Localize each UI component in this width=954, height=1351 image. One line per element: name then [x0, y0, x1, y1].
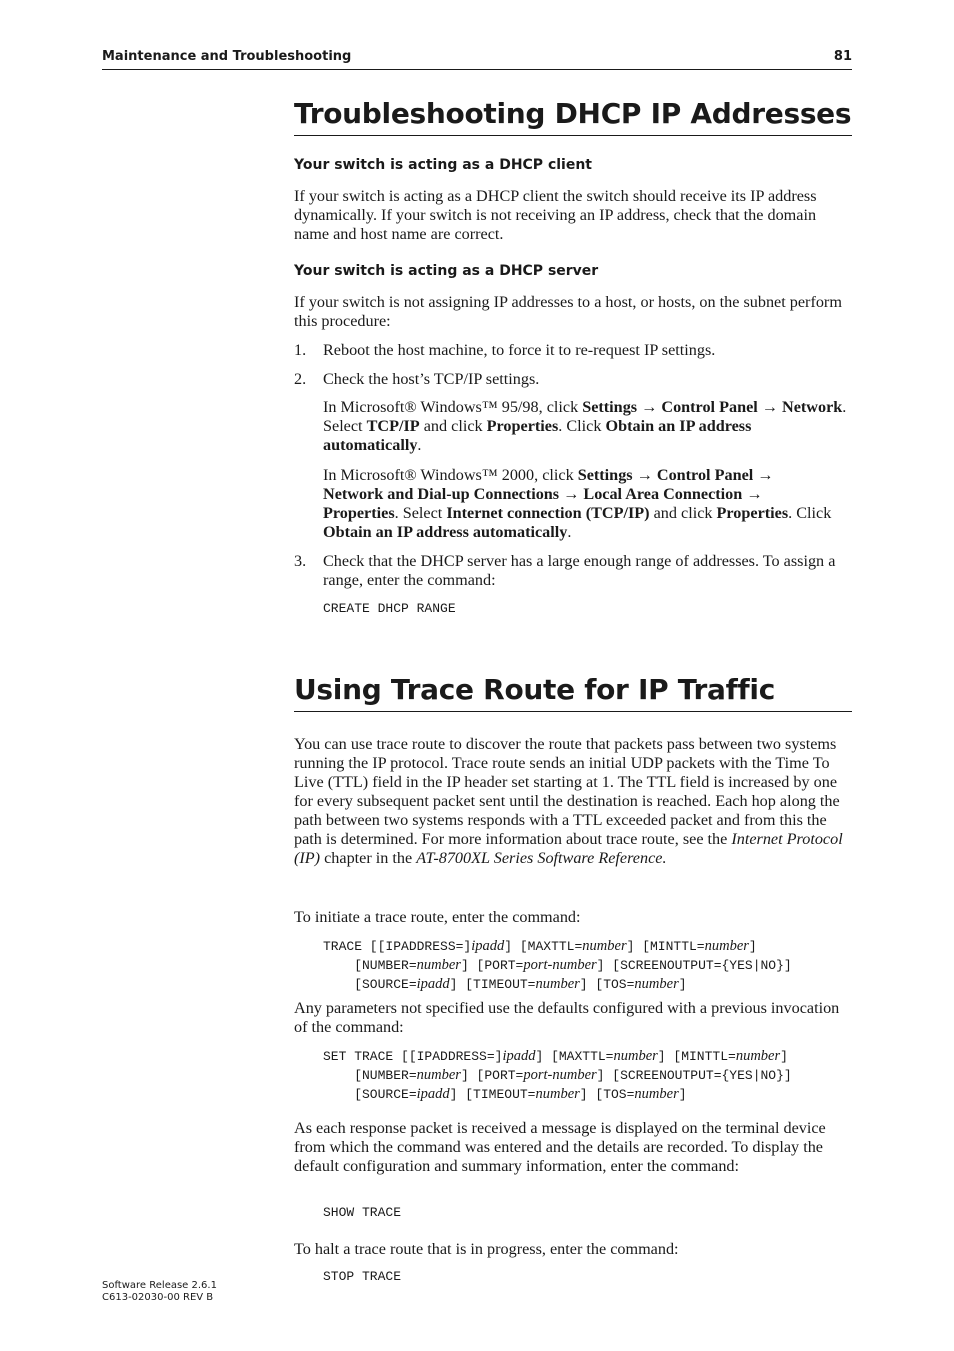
- initiate-trace-paragraph: To initiate a trace route, enter the command:: [294, 908, 581, 926]
- step-text: Check that the DHCP server has a large enough range of addresses. To assign a range, enter the command:: [323, 552, 836, 589]
- software-release: Software Release 2.6.1: [102, 1280, 217, 1291]
- response-paragraph: As each response packet is received a message is displayed on the terminal device from which the command was entered and the details are recorded. To display the default configuration and summary information, enter the command:: [294, 1119, 826, 1175]
- dhcp-server-heading: Your switch is acting as a DHCP server: [294, 263, 599, 279]
- document-id: C613-02030-00 REV B: [102, 1292, 214, 1303]
- step-number: 1.: [294, 341, 307, 359]
- step-number: 3.: [294, 552, 307, 570]
- windows-2000-instructions: In Microsoft® Windows™ 2000, click Settings → Control Panel → Network and Dial-up Connections → Local Area Connection → Properties. Select Internet connection (TCP/IP) and click Properties. Click Obtain an IP address automatically.: [323, 466, 832, 541]
- trace-route-section-heading: Using Trace Route for IP Traffic: [294, 674, 852, 712]
- trace-route-intro: You can use trace route to discover the route that packets pass between two systems running the IP protocol. Trace route sends an initial UDP packets with the Time To Live (TTL) field in the IP header set starting at 1. The TTL field is increased by one for every subsequent packet sent until the destination is reached. Each hop along the path between two systems responds with a TTL exceeded packet and from this the path is determined. For more information about trace route, see the Internet Protocol (IP) chapter in the AT-8700XL Series Software Reference.: [294, 735, 843, 867]
- stop-trace-command: STOP TRACE: [323, 1269, 402, 1284]
- defaults-paragraph: Any parameters not specified use the defaults configured with a previous invocation of the command:: [294, 999, 840, 1036]
- dhcp-client-heading: Your switch is acting as a DHCP client: [294, 157, 592, 173]
- trace-command-syntax: TRACE [[IPADDRESS=]ipadd] [MAXTTL=number] [MINTTL=number] [NUMBER=number] [PORT=port-number] [SCREENOUTPUT={YES|NO}] [SOURCE=ipadd] [TIMEOUT=number] [TOS=number]: [323, 938, 792, 992]
- dhcp-client-paragraph: If your switch is acting as a DHCP client the switch should receive its IP address dynamically. If your switch is not receiving an IP address, check that the domain name and host name are correct.: [294, 187, 817, 243]
- dhcp-server-paragraph: If your switch is not assigning IP addresses to a host, or hosts, on the subnet perform this procedure:: [294, 293, 842, 330]
- page-footer: [102, 1280, 217, 1304]
- halt-trace-paragraph: To halt a trace route that is in progress, enter the command:: [294, 1240, 679, 1258]
- step-number: 2.: [294, 370, 307, 388]
- show-trace-command: SHOW TRACE: [323, 1205, 402, 1220]
- set-trace-command-syntax: SET TRACE [[IPADDRESS=]ipadd] [MAXTTL=number] [MINTTL=number] [NUMBER=number] [PORT=port-number] [SCREENOUTPUT={YES|NO}] [SOURCE=ipadd] [TIMEOUT=number] [TOS=number]: [323, 1048, 792, 1102]
- create-dhcp-range-command: CREATE DHCP RANGE: [323, 601, 456, 616]
- step-text: Check the host’s TCP/IP settings.: [323, 370, 540, 388]
- running-header-title: Maintenance and Troubleshooting: [102, 49, 352, 64]
- page-number: 81: [833, 49, 852, 64]
- dhcp-section-heading: Troubleshooting DHCP IP Addresses: [294, 98, 852, 136]
- running-header: [102, 49, 852, 70]
- step-text: Reboot the host machine, to force it to re-request IP settings.: [323, 341, 716, 359]
- windows-98-instructions: In Microsoft® Windows™ 95/98, click Settings → Control Panel → Network. Select TCP/IP and click Properties. Click Obtain an IP address automatically.: [323, 398, 847, 454]
